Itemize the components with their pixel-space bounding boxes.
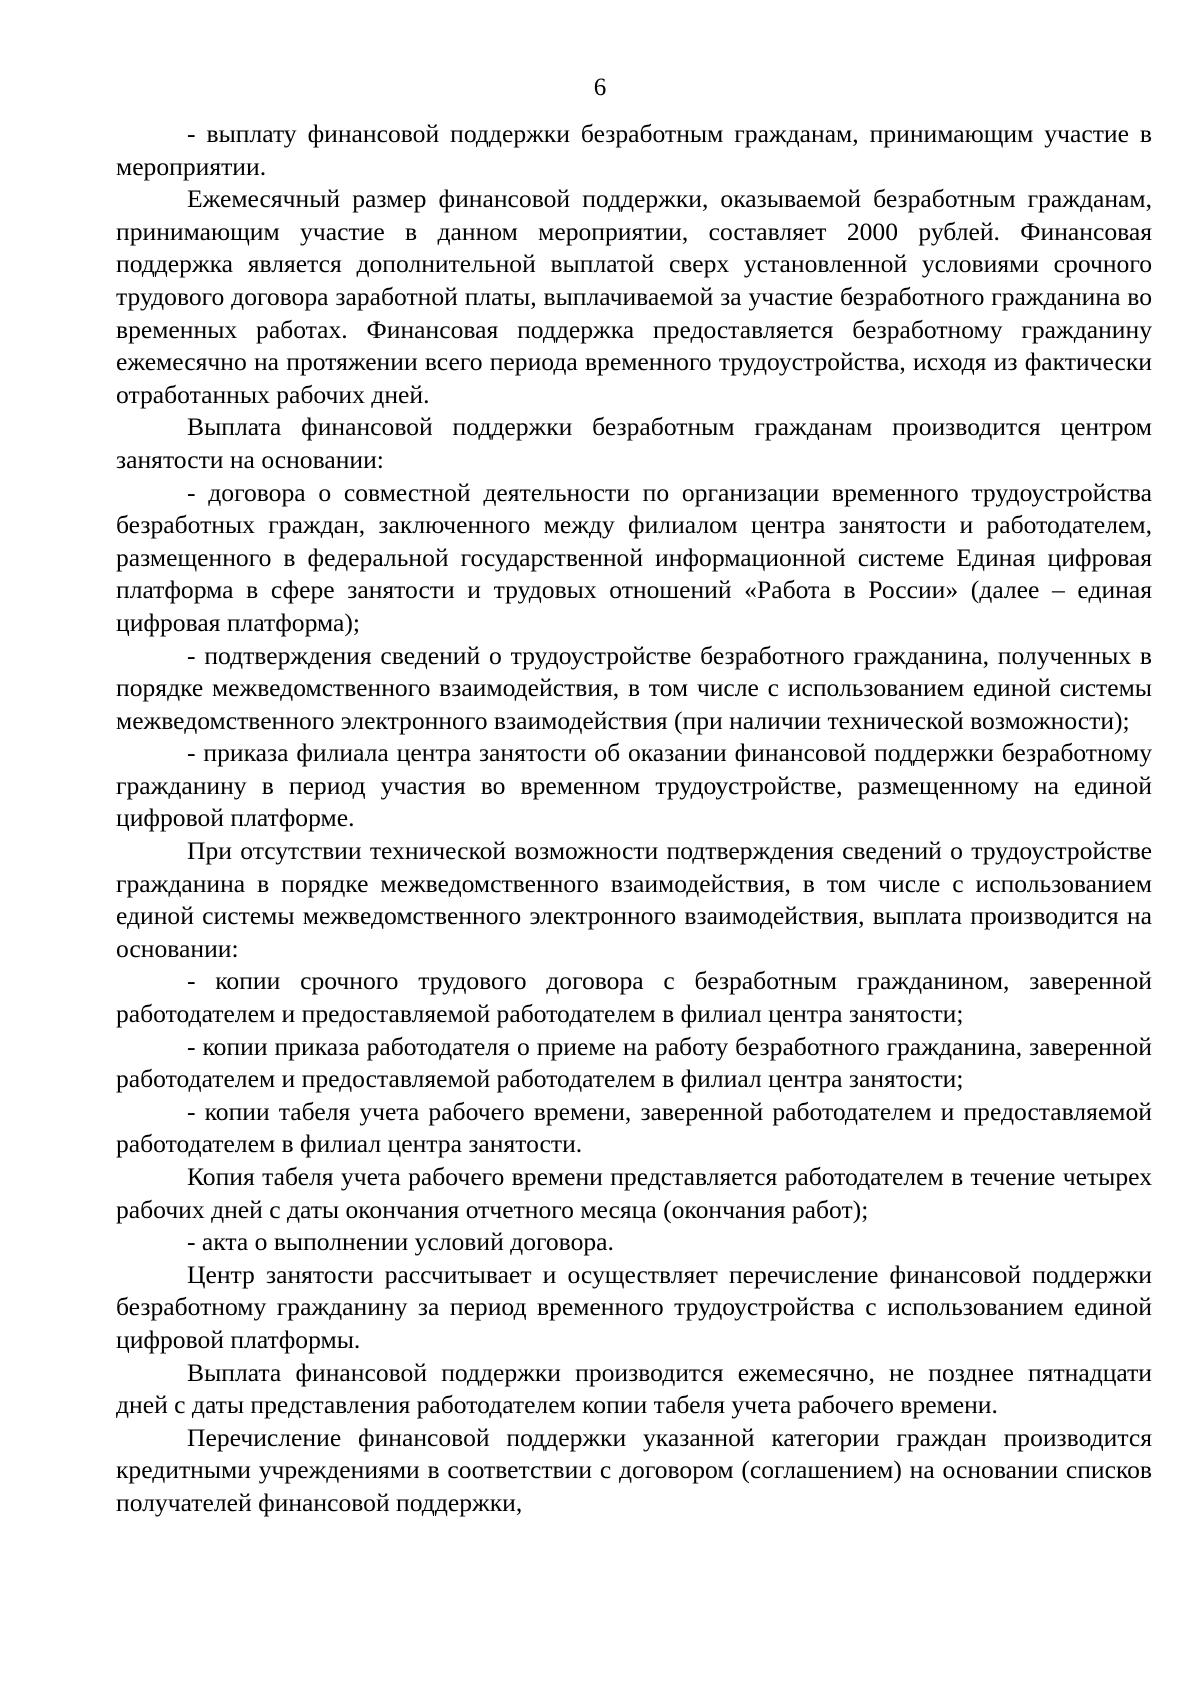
document-body: [116, 118, 1152, 1520]
paragraph-timesheet-deadline: Копия табеля учета рабочего времени представляется работодателем в течение четырех рабочих дней с даты окончания отчетного месяца (окончания работ);: [116, 1162, 1152, 1224]
paragraph-basis-confirmation: - подтверждения сведений о трудоустройстве безработного гражданина, полученных в порядке межведомственного взаимодействия, в том числе с использованием единой системы межведомственного электронного взаимодействия (при наличии технической возможности);: [116, 640, 1152, 735]
paragraph-no-technical-possibility: При отсутствии технической возможности подтверждения сведений о трудоустройстве гражданина в порядке межведомственного взаимодействия, в том числе с использованием единой системы межведомственного электронного взаимодействия, выплата производится на основании:: [116, 836, 1152, 963]
paragraph-center-calculates: Центр занятости рассчитывает и осуществляет перечисление финансовой поддержки безработному гражданину за период временного трудоустройства с использованием единой цифровой платформы.: [116, 1259, 1152, 1354]
paragraph-act: - акта о выполнении условий договора.: [187, 1227, 614, 1257]
paragraph-payment-item: - выплату финансовой поддержки безработным гражданам, принимающим участие в мероприятии.: [116, 119, 1152, 181]
paragraph-payment-timing: Выплата финансовой поддержки производится ежемесячно, не позднее пятнадцати дней с даты представления работодателем копии табеля учета рабочего времени.: [116, 1357, 1152, 1420]
paragraph-contract-copy: - копии срочного трудового договора с безработным гражданином, заверенной работодателем и предоставляемой работодателем в филиал центра занятости;: [116, 966, 1152, 1029]
paragraph-transfer: Перечисление финансовой поддержки указанной категории граждан производится кредитными учреждениями в соответствии с договором (соглашением) на основании списков получателей финансовой поддержки,: [116, 1422, 1152, 1517]
paragraph-monthly-amount: Ежемесячный размер финансовой поддержки, оказываемой безработным гражданам, принимающим участие в данном мероприятии, составляет 2000 рублей. Финансовая поддержка является дополнительной выплатой сверх установленной условиями срочного трудового договора заработной платы, выплачиваемой за участие безработного гражданина во временных работах. Финансовая поддержка предоставляется безработному гражданину ежемесячно на протяжении всего периода временного трудоустройства, исходя из фактически отработанных рабочих дней.: [116, 184, 1152, 409]
paragraph-timesheet-copy: - копии табеля учета рабочего времени, заверенной работодателем и предоставляемой работодателем в филиал центра занятости.: [116, 1096, 1152, 1159]
page-number: 6: [593, 74, 607, 101]
paragraph-order-copy: - копии приказа работодателя о приеме на работу безработного гражданина, заверенной работодателем и предоставляемой работодателем в филиал центра занятости;: [116, 1031, 1152, 1094]
paragraph-basis-contract: - договора о совместной деятельности по организации временного трудоустройства безработных граждан, заключенного между филиалом центра занятости и работодателем, размещенного в федеральной государственной информационной системе Единая цифровая платформа в сфере занятости и трудовых отношений «Работа в России» (далее – единая цифровая платформа);: [116, 477, 1152, 637]
paragraph-basis-order: - приказа филиала центра занятости об оказании финансовой поддержки безработному гражданину в период участия во временном трудоустройстве, размещенному на единой цифровой платформе.: [116, 738, 1152, 833]
paragraph-payment-basis: Выплата финансовой поддержки безработным гражданам производится центром занятости на основании:: [116, 412, 1152, 474]
